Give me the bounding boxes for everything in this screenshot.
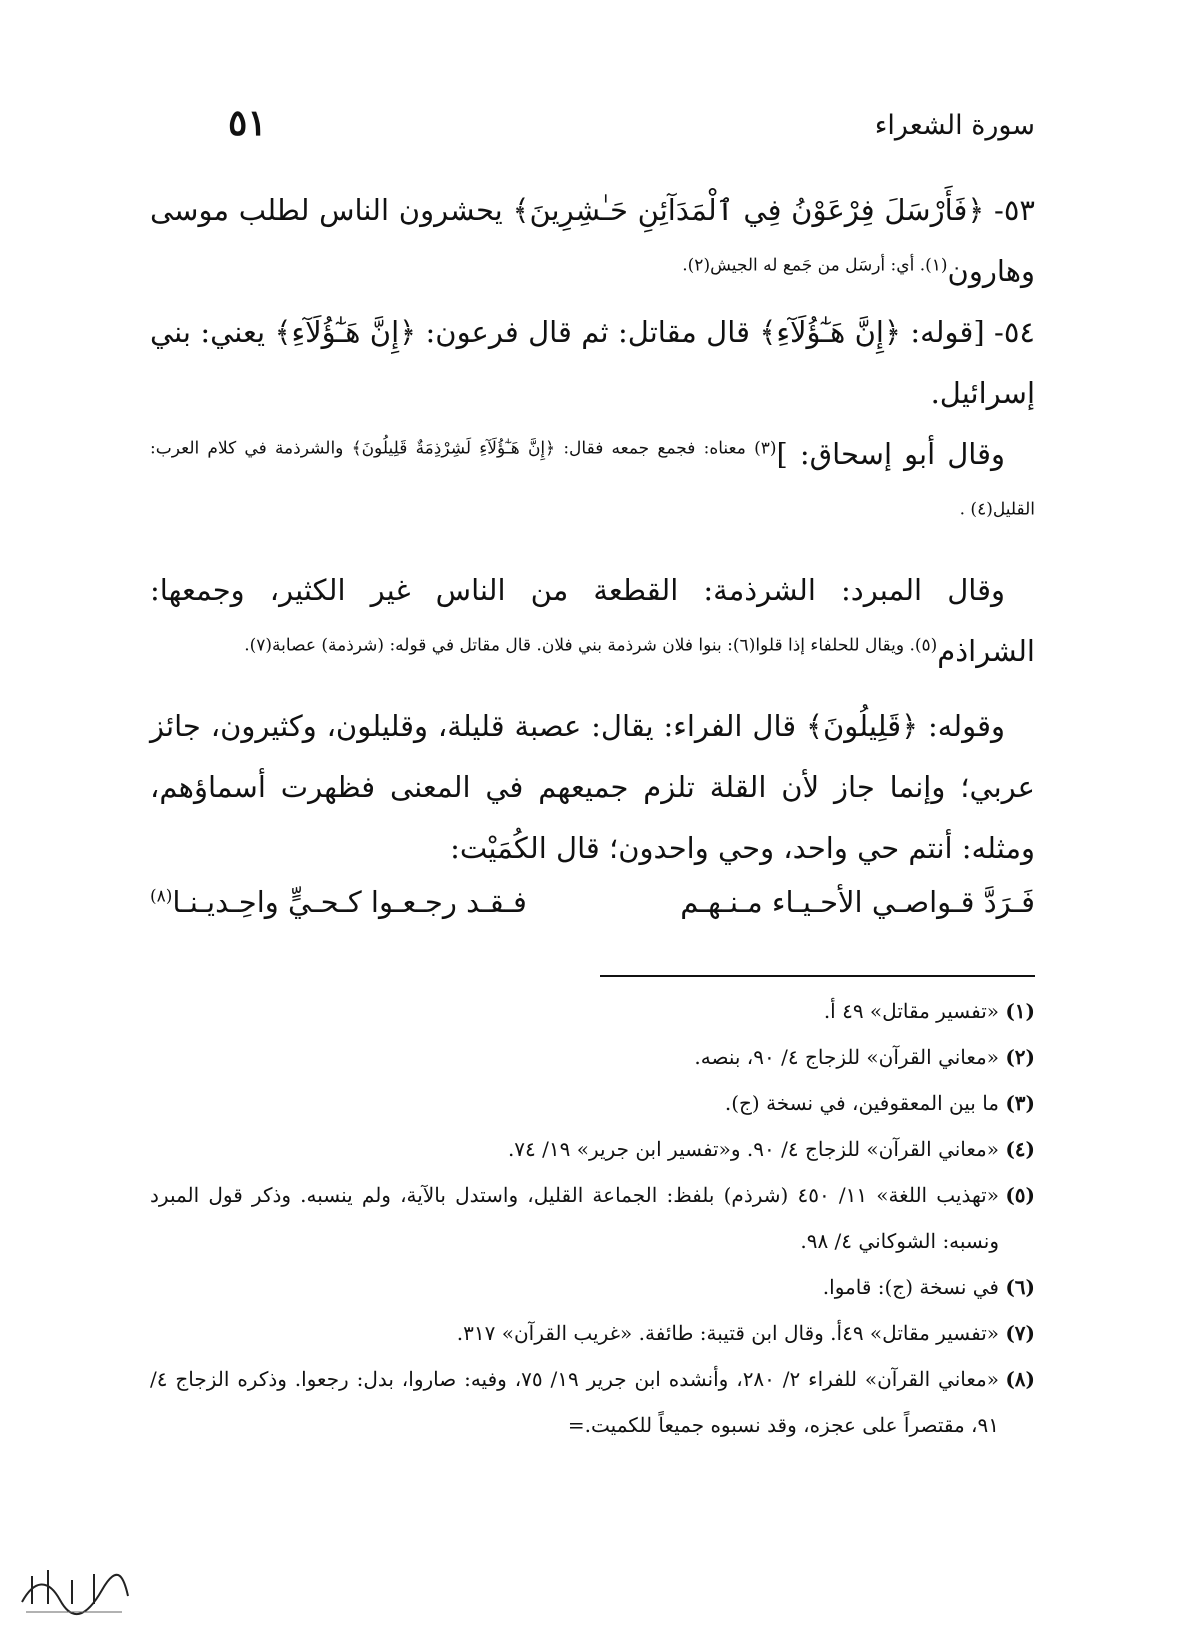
footnote-number: (٣) <box>1005 1091 1035 1115</box>
footnote <box>150 1126 1035 1172</box>
text-run: (١). أي: أرسَل من جَمع له الجيش <box>710 255 948 276</box>
text-run: (٦): بنوا فلان شرذمة بني فلان. قال مقاتل في قوله: (شرذمة) عصابة <box>272 635 756 656</box>
footnote <box>150 1172 1035 1264</box>
text-run: وقال المبرد: الشرذمة: القطعة من الناس غير الكثير، وجمعها: الشراذم <box>150 573 1035 668</box>
footnote <box>150 1080 1035 1126</box>
footnote-number: (٢) <box>1005 1045 1035 1069</box>
paragraph-54 <box>150 302 1035 424</box>
footnote-ref: (٧). <box>244 635 273 656</box>
footnote-number: (٤) <box>1005 1137 1035 1161</box>
footnote-text: «تهذيب اللغة» ١١/ ٤٥٠ (شرذم) بلفظ: الجماعة القليل، واستدل بالآية، ولم ينسبه. وذكر قول المبرد ونسبه: الشوكاني ٤/ ٩٨. <box>150 1183 999 1253</box>
paragraph-mubarrad <box>150 560 1035 682</box>
footnote-ref: (٨) <box>150 886 173 907</box>
footnote-number: (٦) <box>1005 1275 1035 1299</box>
text-run: وقوله: ﴿قَلِيلُونَ﴾ قال الفراء: يقال: عصبة قليلة، وقليلون، وكثيرون، جائز عربي؛ وإنما جاز لأن القلة تلزم جميعهم في المعنى فظهرت أسماؤهم، ومثله: أنتم حي واحد، وحي واحدون؛ قال الكُمَيْت: <box>150 709 1035 865</box>
footnote-number: (٥) <box>1005 1183 1035 1207</box>
footnote-ref: (٢). <box>682 255 711 276</box>
paragraph-53 <box>150 180 1035 302</box>
text-run: ٥٤- [قوله: ﴿إِنَّ هَـٰٓؤُلَآءِ﴾ قال مقاتل: ثم قال فرعون: ﴿إِنَّ هَـٰٓؤُلَآءِ﴾ يعني: بني إسرائيل. <box>150 315 1035 410</box>
footnote-number: (٨) <box>1005 1367 1035 1391</box>
footnote-text: «تفسير مقاتل» ٤٩أ. وقال ابن قتيبة: طائفة. «غريب القرآن» ٣١٧. <box>456 1321 999 1345</box>
page-number: ٥١ <box>228 102 267 144</box>
footnote-separator <box>600 975 1035 977</box>
footnote <box>150 1264 1035 1310</box>
footnote-text: «تفسير مقاتل» ٤٩ أ. <box>823 999 999 1023</box>
footnotes <box>150 988 1035 1448</box>
footnote-ref: (٤) . <box>959 499 993 520</box>
page-header <box>150 102 1035 148</box>
poetry-verse <box>150 877 1035 927</box>
verse-first-hemistich: فَـرَدَّ قـواصـي الأحـيـاء مـنـهـم <box>680 885 1035 919</box>
surah-title: سورة الشعراء <box>874 110 1035 141</box>
footnote <box>150 988 1035 1034</box>
footnote <box>150 1310 1035 1356</box>
text-run: (٥). ويقال للحلفاء إذا قلوا <box>755 635 938 656</box>
text-run: وقال أبو إسحاق: ] <box>776 437 1005 471</box>
paragraph-abu-ishaq <box>150 424 1035 546</box>
footnote-text: «معاني القرآن» للزجاج ٤/ ٩٠، بنصه. <box>694 1045 999 1069</box>
footnote <box>150 1356 1035 1448</box>
footnote-text: «معاني القرآن» للفراء ٢/ ٢٨٠، وأنشده ابن جرير ١٩/ ٧٥، وفيه: صاروا، بدل: رجعوا. وذكره الزجاج ٤/ ٩١، مقتصراً على عجزه، وقد نسبوه جميعاً للكميت.= <box>150 1367 999 1437</box>
verse-second-hemistich: فـقـد رجـعـوا كـحـيٍّ واحِـديـنـا <box>172 885 527 919</box>
footnote-number: (١) <box>1005 999 1035 1023</box>
paragraph-farra <box>150 696 1035 879</box>
library-stamp-logo <box>14 1560 134 1620</box>
footnote-number: (٧) <box>1005 1321 1035 1345</box>
footnote-text: ما بين المعقوفين، في نسخة (ج). <box>724 1091 999 1115</box>
main-text <box>150 180 1035 927</box>
footnote-text: في نسخة (ج): قاموا. <box>822 1275 999 1299</box>
text-run: (٣) معناه: فجمع جمعه فقال: ﴿إِنَّ هَـٰٓؤُلَآءِ لَشِرْذِمَةٌ قَلِيلُونَ﴾ والشرذمة في كلام العرب: القليل <box>150 438 1035 520</box>
text-run: ٥٣- ﴿فَأَرْسَلَ فِرْعَوْنُ فِي ٱلْمَدَآئِنِ حَـٰشِرِينَ﴾ يحشرون الناس لطلب موسى وهارون <box>150 193 1035 288</box>
footnote <box>150 1034 1035 1080</box>
footnote-text: «معاني القرآن» للزجاج ٤/ ٩٠. و«تفسير ابن جرير» ١٩/ ٧٤. <box>507 1137 999 1161</box>
